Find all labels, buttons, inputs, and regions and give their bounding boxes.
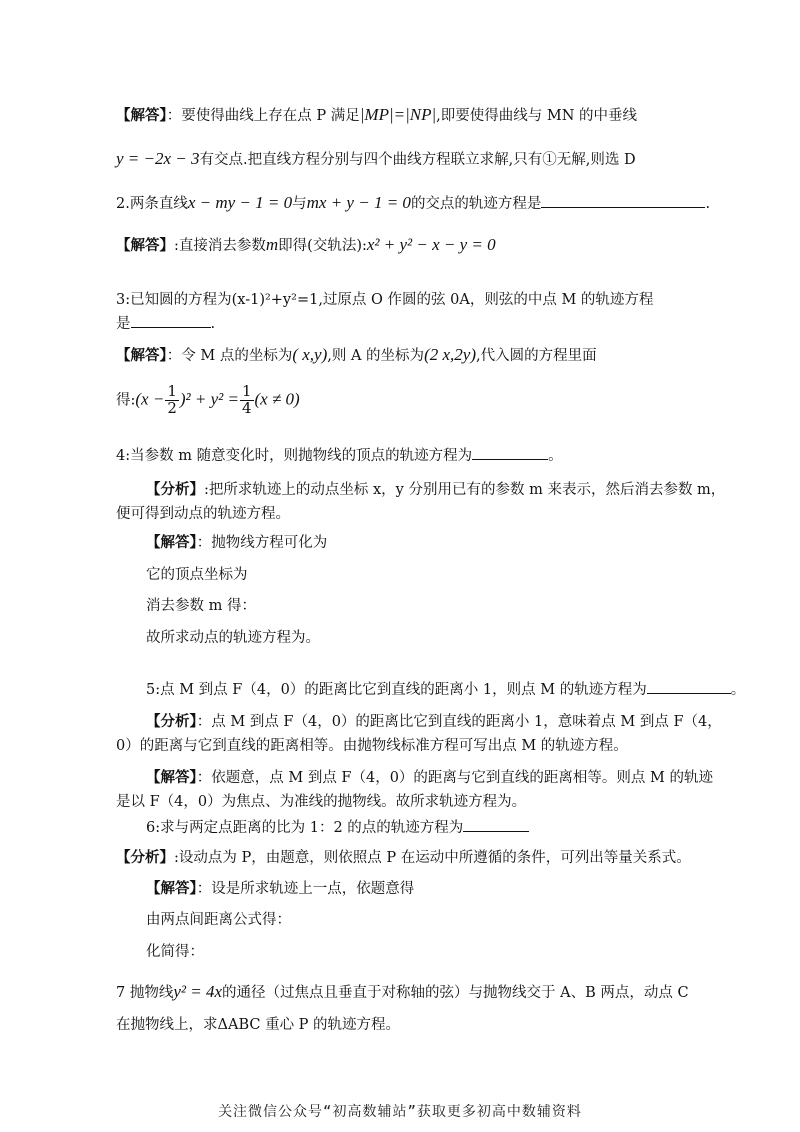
question-7-line-2 [116,1013,400,1034]
answer-tag: 【解答】 [116,347,167,364]
answer-blank [541,206,705,208]
question-6 [146,816,529,837]
text: 3:已知圆的方程为(x-1)²+y²=1,过原点 O 作圆的弦 0A，则弦的中点 M 的轨迹方程 [116,292,654,308]
text: 由两点间距离公式得： [146,912,291,928]
analysis-tag: 【分析】 [116,849,174,866]
fraction [165,384,179,417]
answer-4-line-3 [146,594,256,615]
analysis-tag: 【分析】 [146,713,197,730]
numerator: 1 [167,382,177,400]
answer-5-line-2 [116,790,526,811]
answer-3-line-1 [116,344,597,365]
page-footer: 关注微信公众号“初高数辅站”获取更多初高中数辅资料 [218,1104,582,1120]
answer-3-line-2 [116,384,300,417]
analysis-6 [116,846,691,867]
answer-6-line-1 [146,877,414,898]
answer-tag: 【解答】 [146,880,197,897]
text: ,代入圆的方程里面 [475,348,597,364]
analysis-tag: 【分析】 [146,481,204,498]
question-5 [146,678,745,699]
text: ,即要使得曲线与 MN 的中垂线 [436,108,638,124]
answer-6-line-3 [146,940,204,961]
answer-4-line-4 [146,626,320,647]
text: 7 抛物线 [116,985,174,1001]
text: :直接消去参数 [174,238,266,254]
question-7-line-1 [116,981,689,1002]
answer-4-line-1 [146,531,327,552]
answer-tag: 【解答】 [146,534,197,551]
fraction [240,384,254,417]
text: 是 [116,316,131,332]
formula: )² + y² = [179,389,239,409]
question-3-line-2 [116,312,215,333]
text: 0）的距离与它到直线的距离相等。由抛物线标准方程可写出点 M 的轨迹方程。 [116,738,628,754]
text: 即得(交轨法): [278,238,367,254]
text: 有交点.把直线方程分别与四个曲线方程联立求解,只有①无解,则选 D [199,152,636,168]
answer-6-line-2 [146,908,291,929]
numerator: 1 [241,382,252,400]
text: ：抛物线方程可化为 [196,535,328,551]
denominator: 4 [241,398,252,417]
text: ：设是所求轨迹上一点，依题意得 [196,881,415,897]
text: ：令 M 点的坐标为 [166,348,293,364]
text: 在抛物线上，求ΔABC 重心 P 的轨迹方程。 [116,1017,401,1033]
text: 化简得： [146,944,204,960]
answer-blank [131,326,211,328]
formula: (x − [135,389,165,409]
text: 便可得到动点的轨迹方程。 [116,506,290,522]
answer-5-line-1 [146,766,713,787]
analysis-4-line-1 [146,478,725,499]
analysis-5-line-2 [116,734,628,755]
answer-blank [463,830,529,832]
formula: x² + y² − x − y = 0 [366,235,496,254]
text: 与 [292,196,307,212]
text: ：点 M 到点 F（4，0）的距离比它到直线的距离小 1，意味着点 M 到点 F（4， [196,714,722,730]
formula: ( x,y) [292,345,328,364]
answer-tag: 【解答】 [116,107,167,124]
formula: |MP|=|NP| [359,105,437,124]
text: 的通径（过焦点且垂直于对称轴的弦）与抛物线交于 A、B 两点，动点 C [222,985,689,1001]
text: 是以 F（4，0）为焦点、为准线的抛物线。故所求轨迹方程为。 [116,794,527,810]
formula: y = −2x − 3 [116,149,200,168]
answer-2 [116,234,496,255]
text: ：依题意，点 M 到点 F（4，0）的距离与它到直线的距离相等。则点 M 的轨迹 [196,770,713,786]
answer-tag: 【解答】 [146,769,197,786]
denominator: 2 [167,398,177,417]
answer-1-line-1 [116,104,637,125]
analysis-5-line-1 [146,710,722,731]
text: 2.两条直线 [116,196,188,212]
formula: (x ≠ 0) [254,389,300,409]
text: 它的顶点坐标为 [146,567,248,583]
formula: (2 x,2y) [424,345,476,364]
text: 。 [548,448,563,464]
answer-4-line-2 [146,563,248,584]
formula: x − my − 1 = 0 [187,193,293,212]
text: 消去参数 m 得： [146,598,256,614]
text: 的交点的轨迹方程是 [410,196,542,212]
text: ：要使得曲线上存在点 P 满足 [166,108,360,124]
answer-1-line-2 [116,148,636,169]
text: 得: [116,392,136,409]
question-4 [116,444,563,465]
text: 4:当参数 m 随意变化时，则抛物线的顶点的轨迹方程为 [116,448,473,464]
analysis-4-line-2 [116,502,290,523]
text: 故所求动点的轨迹方程为。 [146,630,320,646]
text: :设动点为 P，由题意，则依照点 P 在运动中所遵循的条件，可列出等量关系式。 [174,850,691,866]
text: 5:点 M 到点 F（4，0）的距离比它到直线的距离小 1，则点 M 的轨迹方程为 [146,682,647,698]
text: ,则 A 的坐标为 [327,348,425,364]
text: . [210,316,216,332]
question-2 [116,192,710,213]
formula: m [265,235,279,254]
question-3-line-1 [116,288,653,309]
text: . [705,196,711,212]
text: :把所求轨迹上的动点坐标 x，y 分别用已有的参数 m 来表示，然后消去参数 m， [204,482,726,498]
answer-blank [647,692,731,694]
text: 。 [730,682,746,698]
answer-blank [472,458,548,460]
formula: y² = 4x [173,982,223,1001]
text: 6:求与两定点距离的比为 1：2 的点的轨迹方程为 [146,820,464,836]
answer-tag: 【解答】 [116,237,174,254]
formula: mx + y − 1 = 0 [306,193,411,212]
